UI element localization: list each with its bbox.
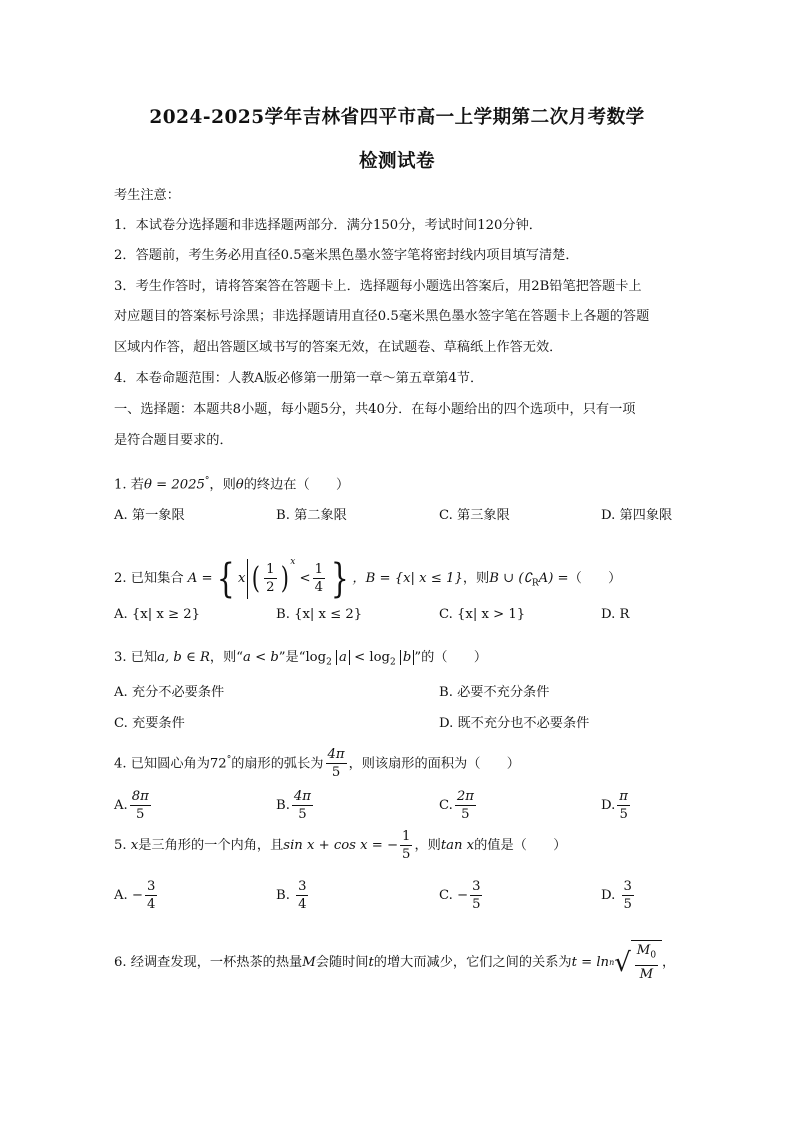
question-5: 5. x是三角形的一个内角，且sin x + cos x = − $\frac{1}{5}$ ，则tan x的值是（ ） (114, 829, 567, 862)
q3-option-a: A. 充分不必要条件 (114, 685, 225, 700)
notice-item-2: 2．答题前，考生务必用直径0.5毫米黑色墨水签字笔将密封线内项目填写清楚． (114, 248, 579, 263)
q2-option-b: B. {x| x ≤ 2} (276, 607, 363, 622)
right-brace: } (330, 555, 349, 602)
left-brace: { (216, 555, 235, 602)
q1-option-a: A. 第一象限 (114, 508, 185, 523)
q2-option-c: C. {x| x > 1} (439, 607, 526, 622)
notice-item-1: 1．本试卷分选择题和非选择题两部分．满分150分，考试时间120分钟． (114, 218, 542, 233)
q2-option-a: A. {x| x ≥ 2} (114, 607, 201, 622)
q5-option-a: A. − $\frac{3}{4}$ (114, 879, 156, 912)
notice-item-4: 4．本卷命题范围：人教A版必修第一册第一章～第五章第4节． (114, 371, 484, 386)
question-2: 2. 已知集合 A ={ x ( $\frac{1}{2}$ ) $^x$ < $\frac{1}{4}$ } ，B = {x| x ≤ 1}，则B ∪ $(∁_RA)$ =（ ） (114, 555, 622, 602)
q5-option-c: C. − $\frac{3}{5}$ (439, 879, 481, 912)
question-6: 6. 经调查发现，一杯热茶的热量M会随时间t的增大而减少，它们之间的关系为t = ln n √ $\frac{M_0}{M}$ ， (114, 940, 675, 985)
notice-item-3: 3．考生作答时，请将答案答在答题卡上．选择题每小题选出答案后，用2B铅笔把答题卡上 (114, 279, 642, 294)
q3-option-c: C. 充要条件 (114, 716, 185, 731)
q1-option-d: D. 第四象限 (601, 508, 673, 523)
question-4: 4. 已知圆心角为72°的扇形的弧长为 $\frac{4\pi}{5}$ ，则该扇形的面积为（ ） (114, 747, 520, 781)
notice-item-3-cont: 对应题目的答案标号涂黑；非选择题请用直径0.5毫米黑色墨水签字笔在答题卡上各题的答题 (114, 309, 650, 324)
page-title: 2024-2025学年吉林省四平市高一上学期第二次月考数学 (149, 107, 645, 128)
question-3: 3. 已知a, b ∈ R，则“a < b”是“$\log_2$ $a < \log_2 b$ ”的（ ） (114, 650, 488, 668)
q1-option-b: B. 第二象限 (276, 508, 347, 523)
q4-option-b: B. $\frac{4\pi}{5}$ (276, 789, 311, 822)
question-1: 1. 若θ = 2025°，则θ的终边在（ ） (114, 476, 350, 493)
q4-option-d: D. $\frac{\pi}{5}$ (601, 789, 628, 822)
section-heading: 一、选择题：本题共8小题，每小题5分，共40分．在每小题给出的四个选项中，只有一项 (114, 402, 636, 417)
q5-option-d: D. $\frac{3}{5}$ (601, 879, 632, 912)
q3-option-d: D. 既不充分也不必要条件 (439, 716, 590, 731)
q3-option-b: B. 必要不充分条件 (439, 685, 550, 700)
q5-option-b: B. $\frac{3}{4}$ (276, 879, 307, 912)
section-heading-cont: 是符合题目要求的． (114, 433, 233, 448)
notice-heading: 考生注意： (114, 188, 180, 203)
nth-root: n √ $\frac{M_0}{M}$ (609, 940, 662, 985)
q4-option-a: A. $\frac{8\pi}{5}$ (114, 789, 149, 822)
q1-expr: θ = 2025 (143, 477, 205, 493)
q4-option-c: C. $\frac{2\pi}{5}$ (439, 789, 474, 822)
q1-option-c: C. 第三象限 (439, 508, 510, 523)
notice-item-3-cont2: 区域内作答，超出答题区域书写的答案无效，在试题卷、草稿纸上作答无效． (114, 340, 563, 355)
page-subtitle: 检测试卷 (358, 151, 435, 172)
q2-option-d: D. R (601, 607, 630, 622)
